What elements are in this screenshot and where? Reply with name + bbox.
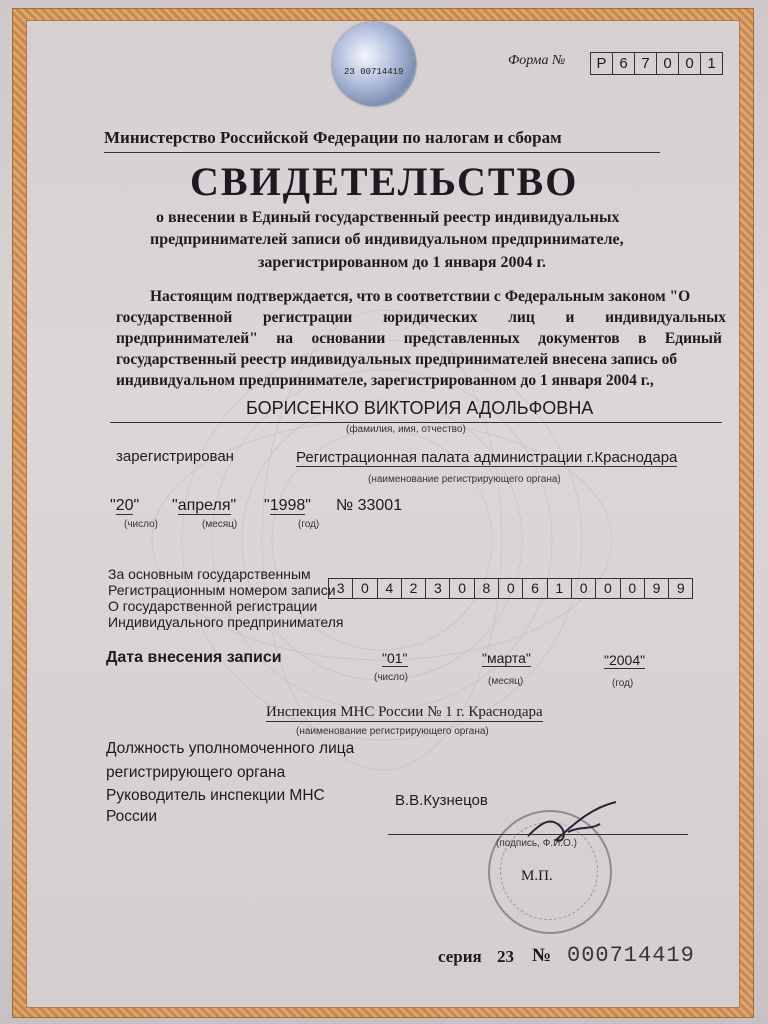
ogrnip-line1: За основным государственным — [108, 566, 311, 582]
position-line4: России — [106, 808, 158, 825]
body-word: в — [638, 330, 647, 347]
position-line2: регистрирующего органа — [106, 764, 286, 781]
inspection-name: Инспекция МНС России № 1 г. Краснодара — [266, 704, 543, 720]
ogrnip-digit: 2 — [402, 579, 426, 598]
ogrnip-digit: 0 — [572, 579, 596, 598]
ogrnip-number-box — [328, 578, 693, 599]
hologram-seal — [332, 22, 416, 106]
body-word: государственной — [116, 309, 233, 326]
ogrnip-digit: 0 — [596, 579, 620, 598]
ogrnip-digit: 8 — [475, 579, 499, 598]
ministry-name: Министерство Российской Федерации по налогам и сборам — [104, 128, 562, 147]
ogrnip-digit: 4 — [378, 579, 402, 598]
body-word: предпринимателей" — [116, 330, 258, 347]
body-line3 — [116, 330, 722, 348]
reg-date-year: "1998" — [264, 497, 311, 514]
reg-month-value: апреля — [177, 497, 231, 514]
body-line4: государственный реестр индивидуальных предпринимателей внесена запись об — [116, 351, 678, 368]
ogrnip-digit: 3 — [329, 579, 353, 598]
ogrnip-digit: 0 — [499, 579, 523, 598]
entry-year: "2004" — [604, 652, 646, 668]
ogrnip-digit: 9 — [645, 579, 669, 598]
entry-day-caption: (число) — [374, 672, 408, 683]
form-code-cell: Р — [591, 53, 613, 74]
ogrnip-line2: Регистрационным номером записи — [108, 582, 336, 598]
form-code-cell: 0 — [679, 53, 701, 74]
year-caption: (год) — [298, 519, 320, 530]
position-line3: Руководитель инспекции МНС — [106, 787, 325, 804]
form-code-cell: 7 — [635, 53, 657, 74]
serial-number: 000714419 — [567, 943, 695, 968]
registration-organ: Регистрационная палата администрации г.Краснодара — [296, 449, 678, 466]
document-title: СВИДЕТЕЛЬСТВО — [190, 159, 579, 204]
body-word: основании — [311, 330, 386, 347]
name-caption: (фамилия, имя, отчество) — [346, 424, 466, 435]
body-word: и — [565, 309, 575, 326]
form-label: Форма № — [508, 53, 566, 68]
body-word: Единый — [664, 330, 722, 347]
mp-label: М.П. — [521, 868, 553, 884]
ogrnip-digit: 6 — [523, 579, 547, 598]
number-label: № — [532, 945, 552, 966]
reg-number: № 33001 — [336, 497, 403, 514]
organ-caption: (наименование регистрирующего органа) — [368, 474, 561, 485]
signature-line — [388, 834, 688, 835]
form-code-box — [590, 52, 723, 75]
body-line1: Настоящим подтверждается, что в соответствии с Федеральным законом "О — [150, 288, 691, 305]
body-line2 — [116, 309, 726, 327]
reg-day-value: 20 — [115, 497, 134, 514]
series-value: 23 — [497, 947, 514, 966]
body-line5: индивидуальном предпринимателе, зарегистрированном до 1 января 2004 г., — [116, 372, 654, 389]
reg-year-value: 1998 — [269, 497, 306, 514]
day-caption: (число) — [124, 519, 158, 530]
subtitle-line1: о внесении в Единый государственный реестр индивидуальных — [156, 209, 620, 226]
ogrnip-line4: Индивидуального предпринимателя — [108, 614, 344, 630]
ministry-underline — [104, 152, 660, 153]
registered-label: зарегистрирован — [116, 448, 234, 465]
reg-date-month: "апреля" — [172, 497, 237, 514]
hologram-number: 23 00714419 — [344, 67, 404, 77]
month-caption: (месяц) — [202, 519, 238, 530]
subtitle-line2: предпринимателей записи об индивидуальном предпринимателе, — [150, 231, 624, 248]
ogrnip-digit: 3 — [426, 579, 450, 598]
signature-caption: (подпись, Ф.И.О.) — [496, 838, 577, 849]
position-line1: Должность уполномоченного лица — [106, 740, 355, 757]
signer-name: В.В.Кузнецов — [395, 792, 488, 809]
body-word: регистрации — [263, 309, 353, 326]
body-word: индивидуальных — [605, 309, 726, 326]
ogrnip-digit: 0 — [450, 579, 474, 598]
form-code-cell: 1 — [707, 55, 716, 72]
ogrnip-digit: 0 — [353, 579, 377, 598]
form-code-cell: 0 — [657, 53, 679, 74]
entry-month-caption: (месяц) — [488, 676, 524, 687]
body-word: представленных — [403, 330, 520, 347]
person-name: БОРИСЕНКО ВИКТОРИЯ АДОЛЬФОВНА — [246, 398, 594, 418]
reg-date-day: "20" — [110, 497, 140, 514]
inspection-caption: (наименование регистрирующего органа) — [296, 726, 489, 737]
form-code-cell: 6 — [613, 53, 635, 74]
entry-month: "марта" — [482, 650, 531, 666]
subtitle-line3: зарегистрированном до 1 января 2004 г. — [258, 254, 546, 271]
entry-day: "01" — [382, 650, 408, 666]
ogrnip-digit: 0 — [621, 579, 645, 598]
body-word: документов — [538, 330, 620, 347]
body-word: лиц — [508, 309, 535, 326]
body-word: на — [276, 330, 293, 347]
ogrnip-line3: О государственной регистрации — [108, 598, 318, 614]
name-underline — [110, 422, 722, 423]
ogrnip-digit: 1 — [548, 579, 572, 598]
entry-year-caption: (год) — [612, 678, 634, 689]
entry-date-label: Дата внесения записи — [106, 649, 282, 666]
ogrnip-digit: 9 — [676, 580, 685, 596]
body-word: юридических — [383, 309, 478, 326]
series-label: серия — [438, 947, 482, 966]
